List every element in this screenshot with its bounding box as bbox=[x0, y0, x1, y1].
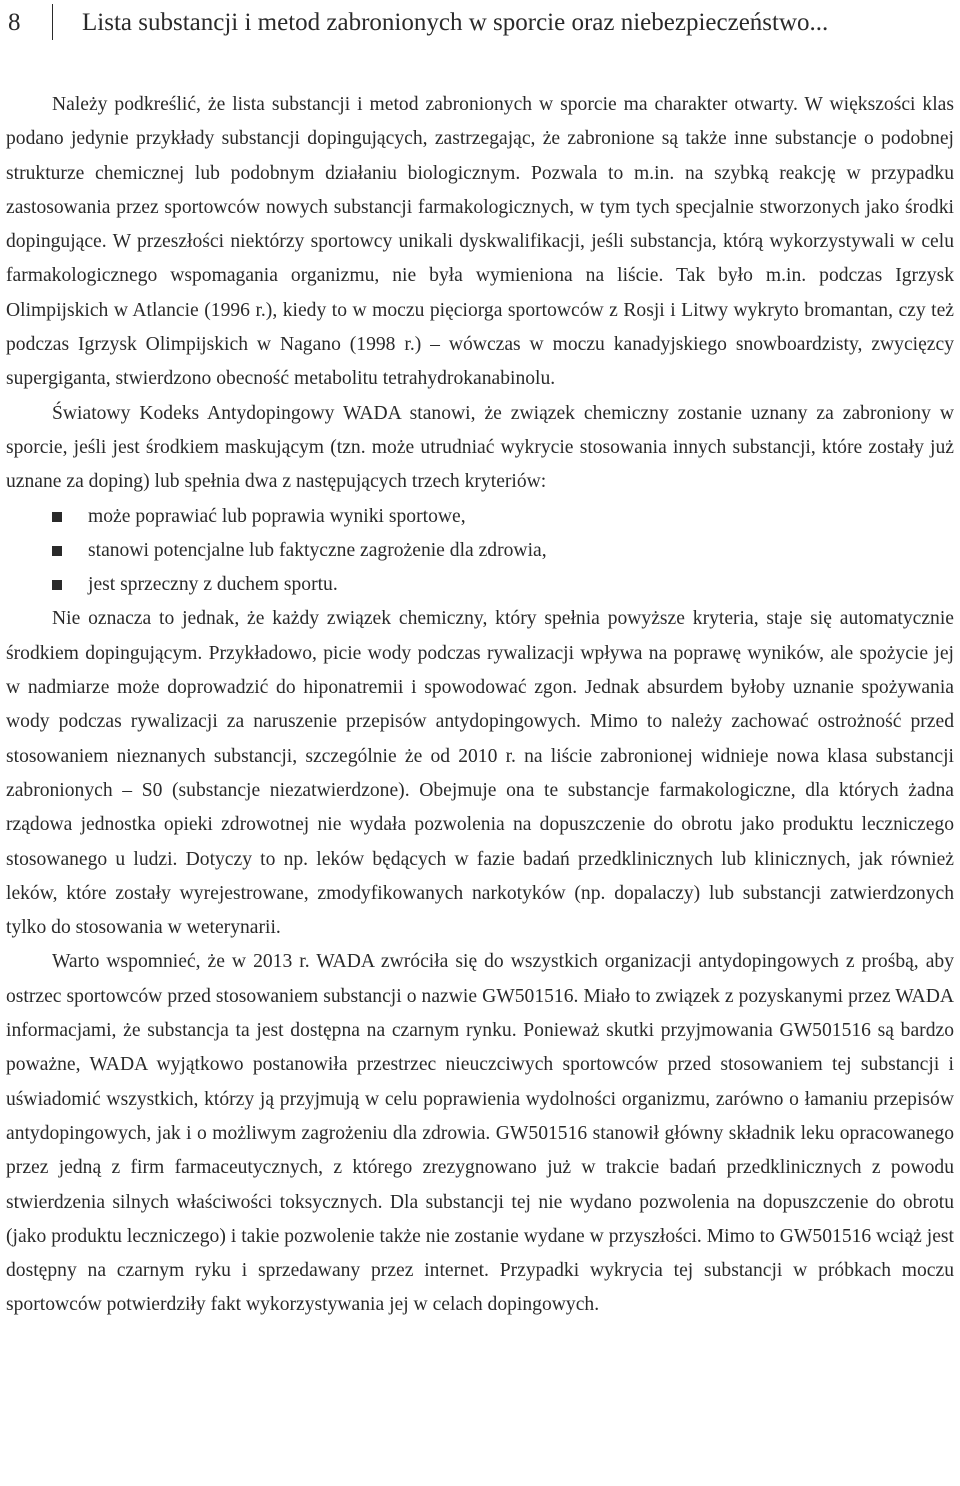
paragraph-gw501516: Warto wspomnieć, że w 2013 r. WADA zwróciła się do wszystkich organizacji antydopingowych z prośbą, aby ostrzec sportowców przed stosowaniem substancji o nazwie GW501516. Miało to związek z pozyskanymi przez WADA informacjami, że substancja ta jest dostępna na czarnym rynku. Ponieważ skutki przyjmowania GW501516 są bardzo poważne, WADA wyjątkowo postanowiła przestrzec nieuczciwych sportowców przed stosowaniem tej substancji i uświadomić wszystkich, którzy ją przyjmują w celu poprawienia wydolności organizmu, zarówno o łamaniu przepisów antydopingowych, jak i o możliwym zagrożeniu dla zdrowia. GW501516 stanowił główny składnik leku opracowanego przez jedną z firm farmaceutycznych, z którego zrezygnowano już w trakcie badań przedklinicznych z powodu stwierdzenia silnych właściwości toksycznych. Dla substancji tej nie wydano pozwolenia na dopuszczenie do obrotu (jako produktu leczniczego) i takie pozwolenie także nie zostanie wydane w przyszłości. Mimo to GW501516 wciąż jest dostępny na czarnym ryku i sprzedawany przez internet. Przypadki wykrycia tej substancji w próbkach moczu sportowców potwierdziły fakt wykorzystywania jej w celach dopingowych. bbox=[6, 951, 954, 1316]
page-header bbox=[0, 0, 960, 48]
list-item bbox=[6, 534, 954, 568]
square-bullet-icon bbox=[52, 580, 62, 590]
square-bullet-icon bbox=[52, 546, 62, 556]
list-item bbox=[6, 500, 954, 534]
criteria-list bbox=[6, 500, 954, 603]
square-bullet-icon bbox=[52, 512, 62, 522]
body-text bbox=[6, 88, 954, 1323]
criterion-text: jest sprzeczny z duchem sportu. bbox=[88, 574, 338, 596]
list-item bbox=[6, 568, 954, 602]
criterion-text: stanowi potencjalne lub faktyczne zagrożenie dla zdrowia, bbox=[88, 539, 547, 561]
criterion-text: może poprawiać lub poprawia wyniki sportowe, bbox=[88, 505, 466, 527]
paragraph-wada-code: Światowy Kodeks Antydopingowy WADA stanowi, że związek chemiczny zostanie uznany za zabroniony w sporcie, jeśli jest środkiem maskującym (tzn. może utrudniać wykrycie stosowania innych substancji, które zostały już uznane za doping) lub spełnia dwa z następujących trzech kryteriów: bbox=[6, 402, 954, 493]
running-title: Lista substancji i metod zabronionych w sporcie oraz niebezpieczeństwo... bbox=[82, 9, 829, 36]
page-number: 8 bbox=[8, 9, 21, 36]
paragraph-water-example: Nie oznacza to jednak, że każdy związek chemiczny, który spełnia powyższe kryteria, staje się automatycznie środkiem dopingującym. Przykładowo, picie wody podczas rywalizacji wpływa na poprawę wyników, ale spożycie jej w nadmiarze może doprowadzić do hiponatremii i spowodować zgon. Jednak absurdem byłoby uznanie spożywania wody podczas rywalizacji za naruszenie przepisów antydopingowych. Mimo to należy zachować ostrożność przed stosowaniem nieznanych substancji, szczególnie że od 2010 r. na liście zabronionej widnieje nowa klasa substancji zabronionych – S0 (substancje niezatwierdzone). Obejmuje ona te substancje farmakologiczne, dla których żadna rządowa jednostka opieki zdrowotnej nie wydała pozwolenia na dopuszczenie do obrotu jako produktu leczniczego stosowanego u ludzi. Dotyczy to np. leków będących w fazie badań przedklinicznych lub klinicznych, jak również leków, które zostały wyrejestrowane, zmodyfikowanych narkotyków (np. dopalaczy) lub substancji zatwierdzonych tylko do stosowania w weterynarii. bbox=[6, 608, 954, 939]
paragraph-open-list: Należy podkreślić, że lista substancji i metod zabronionych w sporcie ma charakter otwarty. W większości klas podano jedynie przykłady substancji dopingujących, zastrzegając, że zabronione są także inne substancje o podobnej strukturze chemicznej lub podobnym działaniu biologicznym. Pozwala to m.in. na szybką reakcję w przypadku zastosowania przez sportowców nowych substancji farmakologicznych, w tym tych specjalnie stworzonych jako środki dopingujące. W przeszłości niektórzy sportowcy unikali dyskwalifikacji, jeśli substancja, którą wykorzystywali w celu farmakologicznego wspomagania organizmu, nie była wymieniona na liście. Tak było m.in. podczas Igrzysk Olimpijskich w Atlancie (1996 r.), kiedy to w moczu pięciorga sportowców z Rosji i Litwy wykryto bromantan, czy też podczas Igrzysk Olimpijskich w Nagano (1998 r.) – wówczas w moczu kanadyjskiego snowboardzisty, zwycięzcy supergiganta, stwierdzono obecność metabolitu tetrahydrokanabinolu. bbox=[6, 94, 954, 390]
header-divider bbox=[52, 4, 53, 40]
